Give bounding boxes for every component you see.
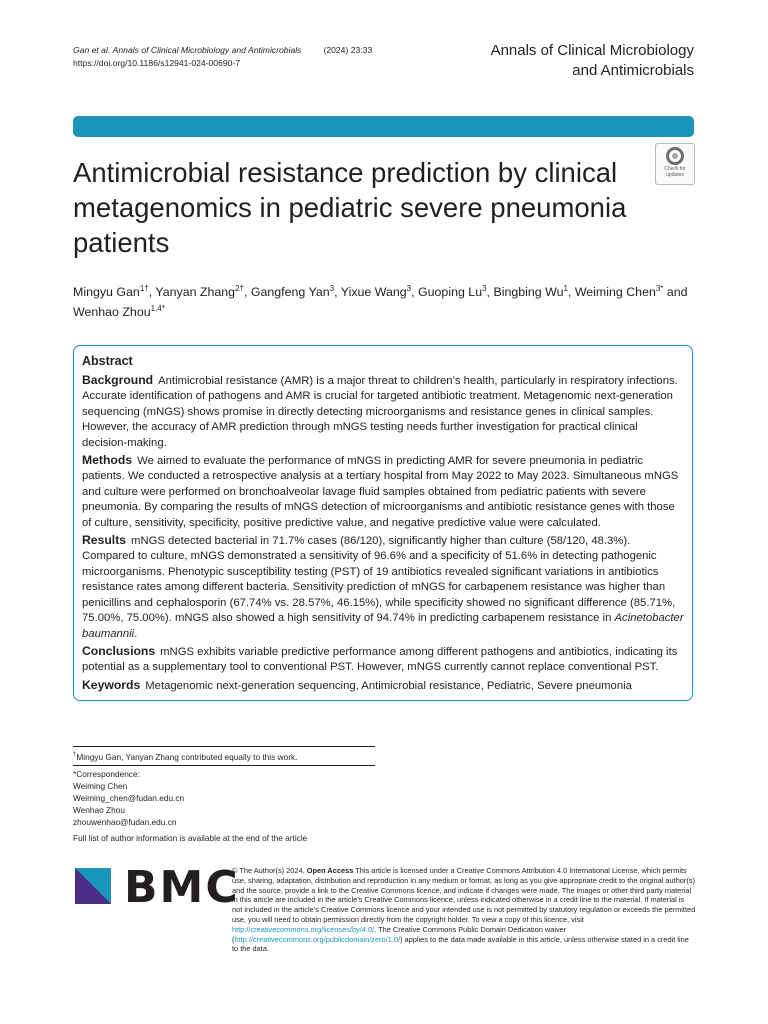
- license-text: [232, 866, 696, 954]
- header-accent-bar: [73, 116, 694, 137]
- author-name: Bingbing Wu: [493, 285, 564, 299]
- conclusions-text: mNGS exhibits variable predictive performance among different pathogens and antibiotics, indicating its potential as a supplementary tool to conventional PST. However, mNGS currently cannot replace conventional PST.: [82, 645, 678, 674]
- background-text: Antimicrobial resistance (AMR) is a major threat to children’s health, particularly in respiratory infections. Accurate identification of pathogens and AMR is crucial for targeted antibiotic treatment. Metagenomic next-generation sequencing (mNGS) shows promise in directly detecting microorganisms and resistance genes in clinical samples. However, the accuracy of AMR prediction through mNGS testing needs further investigation for practical clinical decision-making.: [82, 375, 678, 449]
- author-separator: ,: [243, 285, 251, 299]
- equal-contribution-text: Mingyu Gan, Yanyan Zhang contributed equally to this work.: [76, 751, 298, 762]
- author-separator: ,: [486, 285, 494, 299]
- bmc-logo-icon: [75, 868, 111, 904]
- author-name: Wenhao Zhou: [73, 305, 151, 319]
- footnote-divider-2: [73, 765, 375, 766]
- author-list: [73, 282, 695, 322]
- author-affiliation-mark: 3: [329, 283, 335, 293]
- author-affiliation-mark: 1: [563, 283, 568, 293]
- abstract-results: [82, 533, 684, 642]
- author-affiliation-mark: 3*: [655, 283, 664, 293]
- equal-contribution-note: [73, 749, 383, 763]
- abstract-conclusions: [82, 644, 684, 676]
- citation-year: (2024) 23:33: [323, 45, 373, 55]
- journal-name-line1: Annals of Clinical Microbiology: [490, 42, 694, 59]
- license-body-2: . The Creative Commons Public Domain Dedication waiver (: [232, 924, 567, 944]
- article-title: Antimicrobial resistance prediction by clinical metagenomics in pediatric severe pneumonia patients: [73, 157, 627, 258]
- equal-contribution-mark: †: [73, 752, 77, 758]
- author-separator: ,: [567, 285, 575, 299]
- correspondent-1-email[interactable]: Weiming_chen@fudan.edu.cn: [73, 793, 185, 803]
- check-updates-line2: updates: [666, 172, 684, 178]
- correspondence-block: [73, 768, 383, 828]
- footnote-divider: [73, 746, 375, 747]
- abstract-methods: [82, 453, 684, 531]
- abstract-keywords: [82, 678, 684, 694]
- author-name: Gangfeng Yan: [250, 285, 330, 299]
- methods-text: We aimed to evaluate the performance of mNGS in predicting AMR for severe pneumonia in pediatric patients. We conducted a retrospective analysis at a tertiary hospital from May 2022 to May 2023. Simultaneous mNGS and culture were performed on bronchoalveolar lavage fluid samples obtained from pediatric patients with severe pneumonia. By comparing the results of mNGS detection of microorganisms and antibiotic resistance genes with those of culture, sensitivity, specificity, positive predictive value, and negative predictive value were calculated.: [82, 455, 679, 529]
- check-for-updates-badge[interactable]: [655, 143, 695, 185]
- check-updates-icon: [666, 147, 684, 165]
- license-link-cc-by[interactable]: http://creativecommons.org/licenses/by/4.0/: [232, 924, 375, 934]
- open-access-label: Open Access: [306, 866, 354, 875]
- methods-label: Methods: [82, 453, 133, 468]
- results-end: .: [134, 627, 138, 640]
- author-separator: ,: [334, 285, 341, 299]
- author-affiliation-mark: 2†: [235, 283, 244, 293]
- license-copyright: © The Author(s) 2024.: [232, 866, 305, 875]
- results-label: Results: [82, 533, 127, 548]
- author-affiliation-mark: 3: [406, 283, 412, 293]
- bmc-logo-text: BMC: [124, 862, 240, 913]
- journal-name-line2: and Antimicrobials: [572, 62, 694, 79]
- author-affiliation-mark: 1†: [139, 283, 149, 293]
- author-separator: and: [663, 285, 688, 299]
- author-affiliation-mark: 1,4*: [150, 303, 165, 313]
- citation-journal: Annals of Clinical Microbiology and Antimicrobials: [112, 45, 302, 55]
- author-name: Mingyu Gan: [73, 285, 140, 299]
- license-link-cc0[interactable]: http://creativecommons.org/publicdomain/zero/1.0/: [234, 934, 401, 944]
- author-name: Weiming Chen: [574, 285, 656, 299]
- correspondent-1-name: Weiming Chen: [73, 781, 128, 791]
- check-updates-line1: Check for: [664, 166, 686, 172]
- license-body: This article is licensed under a Creative Commons Attribution 4.0 International License, which permits use, sharing, adaptation, distribution and reproduction in any medium or format, as long as you give appropriate credit to the original author(s) and the source, provide a link to the Creative Commons licence, and indicate if changes were made. The images or other third party material in this article are included in the article’s Creative Commons licence, unless indicated otherwise in a credit line to the material. If material is not included in the article’s Creative Commons licence and your intended use is not permitted by statutory regulation or exceeds the permitted use, you will need to obtain permission directly from the copyright holder. To view a copy of this licence, visit: [232, 866, 696, 924]
- author-name: Yixue Wang: [340, 285, 407, 299]
- keywords-label: Keywords: [82, 677, 141, 692]
- background-label: Background: [82, 373, 154, 387]
- journal-name: [491, 41, 694, 81]
- results-species: Acinetobacter baumannii: [82, 612, 684, 640]
- results-text: mNGS detected bacterial in 71.7% cases (86/120), significantly higher than culture (58/120, 48.3%). Compared to culture, mNGS demonstrated a sensitivity of 96.6% and a specificity of 51.6% in detecting pathogenic microorganisms. Phenotypic susceptibility testing (PST) of 19 antibiotics revealed significant variations in antibiotics resistance rates among different bacteria. Sensitivity prediction of mNGS for carbapenem resistance was higher than penicillins and cephalosporin (67.74% vs. 28.57%, 46.15%), while specificity showed no significant difference (85.71%, 75.00%, 75.00%). mNGS also showed a high sensitivity of 94.74% in predicting carbapenem resistance in: [82, 535, 676, 625]
- author-separator: ,: [148, 285, 156, 299]
- keywords-text: Metagenomic next-generation sequencing, Antimicrobial resistance, Pediatric, Severe pneumonia: [145, 679, 632, 692]
- abstract-background: [82, 373, 684, 451]
- citation-authors: Gan et al.: [73, 45, 111, 55]
- abstract-box: [73, 345, 693, 701]
- correspondent-2-name: Wenhao Zhou: [73, 805, 125, 815]
- conclusions-label: Conclusions: [82, 643, 156, 658]
- running-header: [73, 44, 372, 70]
- author-affiliation-mark: 3: [482, 283, 487, 293]
- author-separator: ,: [411, 285, 419, 299]
- author-name: Guoping Lu: [418, 285, 483, 299]
- author-name: Yanyan Zhang: [155, 285, 236, 299]
- license-body-3: ) applies to the data made available in this article, unless otherwise stated in a credit line to the data.: [232, 934, 689, 954]
- author-info-note: Full list of author information is available at the end of the article: [73, 833, 308, 843]
- correspondent-2-email[interactable]: zhouwenhao@fudan.edu.cn: [73, 817, 177, 827]
- doi-link[interactable]: https://doi.org/10.1186/s12941-024-00690-7: [73, 58, 241, 68]
- abstract-heading: Abstract: [82, 354, 133, 368]
- correspondence-heading: *Correspondence:: [73, 769, 140, 779]
